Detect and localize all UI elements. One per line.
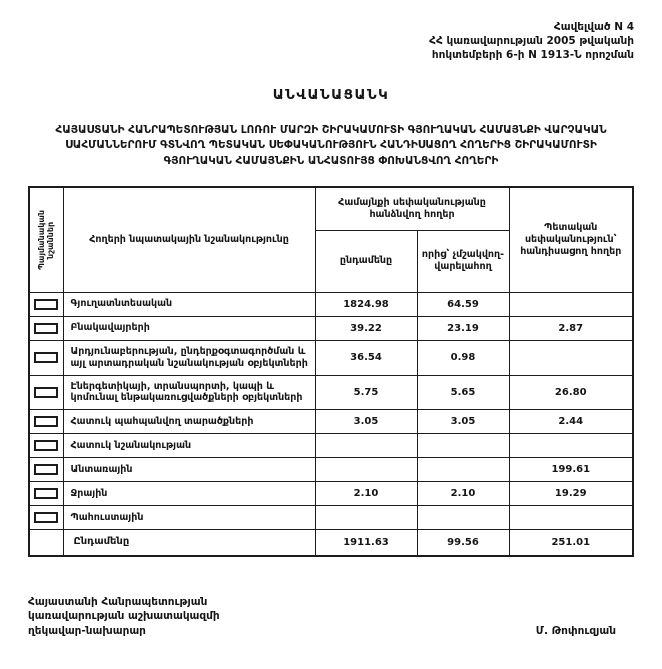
cell-total: [315, 506, 417, 530]
table-header-row: [29, 187, 633, 231]
cell-state: 26.80: [509, 375, 633, 410]
checkbox-icon: [34, 440, 58, 451]
cell-symbol: [29, 375, 63, 410]
cell-state: 2.87: [509, 316, 633, 340]
cell-total: 1824.98: [315, 292, 417, 316]
table-row: [29, 292, 633, 316]
checkbox-icon: [34, 387, 58, 398]
cell-ofwhich: [417, 434, 509, 458]
cell-total: [315, 434, 417, 458]
cell-ofwhich: 3.05: [417, 410, 509, 434]
page-title: ԱՆՎԱՆԱՑԱՆԿ: [272, 86, 390, 103]
appendix-reference: [28, 20, 634, 63]
column-header-state: Պետական սեփականություն՝ հանդիսացող հողեր: [509, 187, 633, 293]
cell-ofwhich: 5.65: [417, 375, 509, 410]
checkbox-icon: [34, 323, 58, 334]
cell-purpose: Ջրային: [63, 482, 315, 506]
signatory-title-line: կառավարության աշխատակազմի: [28, 610, 220, 623]
table-row: [29, 482, 633, 506]
cell-state: [509, 340, 633, 375]
cell-ofwhich: 64.59: [417, 292, 509, 316]
checkbox-icon: [34, 464, 58, 475]
cell-symbol: [29, 458, 63, 482]
cell-symbol: [29, 506, 63, 530]
column-header-total: ընդամենը: [315, 230, 417, 292]
table-row: [29, 410, 633, 434]
table-total-row: [29, 530, 633, 556]
table-row: [29, 434, 633, 458]
cell-total-label: Ընդամենը: [63, 530, 315, 556]
cell-state: 2.44: [509, 410, 633, 434]
cell-state: 251.01: [509, 530, 633, 556]
cell-state: [509, 292, 633, 316]
table-row: [29, 375, 633, 410]
cell-state: [509, 506, 633, 530]
cell-state: 199.61: [509, 458, 633, 482]
cell-symbol: [29, 410, 63, 434]
symbols-vertical-label: Պայմանական նշաններ: [37, 209, 56, 270]
signatory-title-line: Հայաստանի Հանրապետության: [28, 595, 208, 608]
cell-purpose: Բնակավայրերի: [63, 316, 315, 340]
cell-purpose: Գյուղատնտեսական: [63, 292, 315, 316]
cell-purpose: Անտառային: [63, 458, 315, 482]
table-row: [29, 458, 633, 482]
cell-total: 36.54: [315, 340, 417, 375]
cell-purpose: Էներգետիկայի, տրանսպորտի, կապի և կոմունալ ենթակառուցվածքների օբյեկտների: [63, 375, 315, 410]
cell-symbol: [29, 482, 63, 506]
cell-ofwhich: [417, 458, 509, 482]
signatory-name: Մ. Թոփուզյան: [535, 625, 616, 638]
cell-purpose: Պահուստային: [63, 506, 315, 530]
checkbox-icon: [34, 416, 58, 427]
checkbox-icon: [34, 299, 58, 310]
cell-total: 39.22: [315, 316, 417, 340]
cell-ofwhich: [417, 506, 509, 530]
document-subtitle: ՀԱՅԱՍՏԱՆԻ ՀԱՆՐԱՊԵՏՈՒԹՅԱՆ ԼՈՌՈՒ ՄԱՐԶԻ ՇԻՐԱԿԱՄՈՒՏԻ ԳՅՈՒՂԱԿԱՆ ՀԱՄԱՅՆՔԻ ՎԱՐՉԱԿԱՆ ՍԱՀՄԱՆՆԵՐՈՒՄ ԳՏՆՎՈՂ ՊԵՏԱԿԱՆ ՍԵՓԱԿԱՆՈՒԹՅՈՒՆ ՀԱՆԴԻՍԱՑՈՂ ՀՈՂԵՐԻՑ ՇԻՐԱԿԱՄՈՒՏԻ ԳՅՈՒՂԱԿԱՆ ՀԱՄԱՅՆՔԻՆ ԱՆՀԱՏՈՒՅՑ ՓՈԽԱՆՑՎՈՂ ՀՈՂԵՐԻ: [55, 123, 607, 168]
cell-ofwhich: 23.19: [417, 316, 509, 340]
cell-symbol: [29, 530, 63, 556]
appendix-line: ՀՀ կառավարության 2005 թվականի: [429, 35, 634, 48]
cell-symbol: [29, 292, 63, 316]
land-transfer-table: [28, 186, 634, 557]
cell-ofwhich: 2.10: [417, 482, 509, 506]
cell-symbol: [29, 316, 63, 340]
cell-total: 1911.63: [315, 530, 417, 556]
cell-ofwhich: 0.98: [417, 340, 509, 375]
cell-total: 3.05: [315, 410, 417, 434]
signatory-title-block: [28, 595, 220, 639]
column-header-purpose: Հողերի նպատակային նշանակությունը: [63, 187, 315, 293]
signatory-title-line: ղեկավար-նախարար: [28, 625, 146, 638]
table-row: [29, 506, 633, 530]
column-group-community: Համայնքի սեփականությանը հանձնվող հողեր: [315, 187, 509, 231]
checkbox-icon: [34, 512, 58, 523]
table-row: [29, 340, 633, 375]
cell-purpose: Հատուկ նշանակության: [63, 434, 315, 458]
column-header-symbols: [29, 187, 63, 293]
cell-state: [509, 434, 633, 458]
column-header-ofwhich: որից՝ չմշակվող-վարելահող: [417, 230, 509, 292]
cell-ofwhich: 99.56: [417, 530, 509, 556]
cell-purpose: Հատուկ պահպանվող տարածքների: [63, 410, 315, 434]
cell-symbol: [29, 434, 63, 458]
cell-state: 19.29: [509, 482, 633, 506]
appendix-line: հոկտեմբերի 6-ի N 1913-Ն որոշման: [431, 49, 634, 62]
table-row: [29, 316, 633, 340]
cell-total: 2.10: [315, 482, 417, 506]
document-footer: [28, 595, 634, 639]
checkbox-icon: [34, 352, 58, 363]
appendix-line: Հավելված N 4: [553, 21, 634, 33]
cell-total: 5.75: [315, 375, 417, 410]
checkbox-icon: [34, 488, 58, 499]
cell-total: [315, 458, 417, 482]
cell-purpose: Արդյունաբերության, ընդերքօգտագործման և այլ արտադրական նշանակության օբյեկտների: [63, 340, 315, 375]
cell-symbol: [29, 340, 63, 375]
